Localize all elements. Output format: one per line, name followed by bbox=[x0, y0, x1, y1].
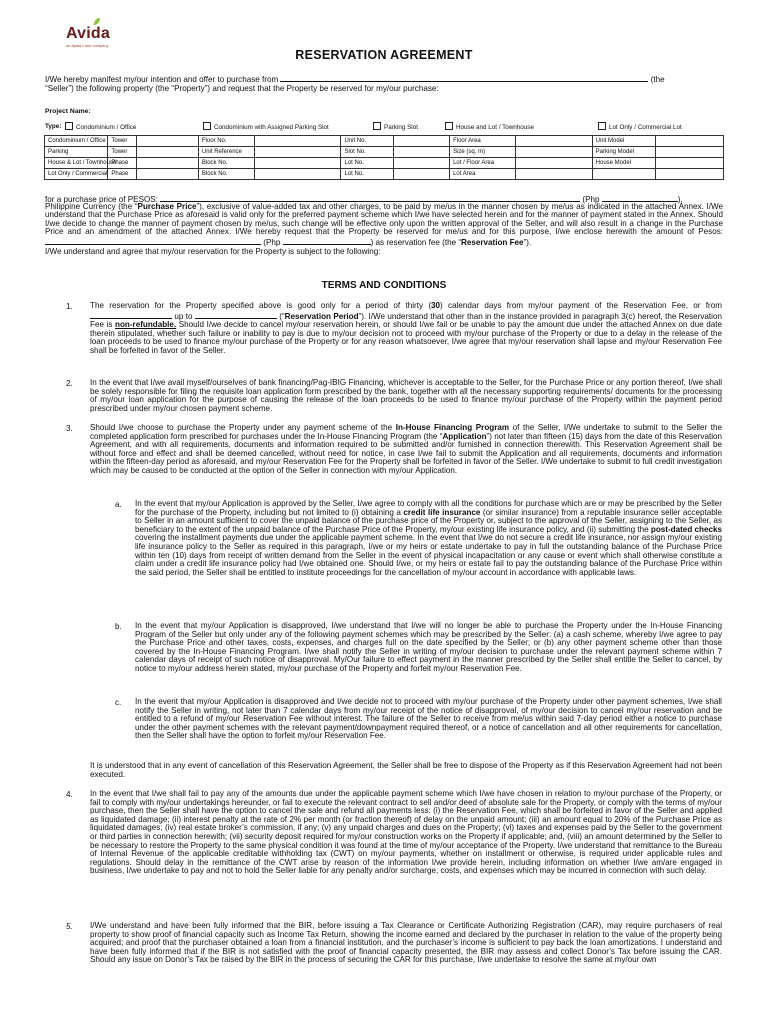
table-input-cell[interactable] bbox=[393, 169, 450, 180]
table-label-cell: Floor No. bbox=[198, 136, 255, 147]
logo-tagline: an Ayala Land company bbox=[66, 43, 109, 48]
term-5-number: 5. bbox=[66, 922, 73, 931]
table-label-cell: Condominium / Office bbox=[45, 136, 108, 147]
table-label-cell: Lot / Floor Area bbox=[450, 158, 516, 169]
price-words-blank[interactable] bbox=[160, 194, 580, 202]
table-label-cell: Phase bbox=[108, 169, 136, 180]
table-input-cell[interactable] bbox=[393, 136, 450, 147]
intro-text-line2: “Seller”) the following property (the “Property”) and request that the Property be reserved for my/our purchase: bbox=[45, 83, 439, 93]
reservation-fee-term: Reservation Fee bbox=[461, 237, 524, 247]
logo-wordmark: Avida bbox=[66, 25, 110, 42]
credit-life-insurance-term: credit life insurance bbox=[403, 507, 481, 517]
avida-logo bbox=[66, 26, 110, 48]
price-php-blank[interactable] bbox=[602, 194, 678, 202]
term-2: In the event that I/we avail myself/ourselves of bank financing/Pag-IBIG Financing, whichever is acceptable to the Seller, for the Purchase Price or any portion thereof, I/we shall be solely responsible for filing the requisite loan application form prescribed by the bank, together with all the necessary supporting requirements/ documents for the processing of my/our loan application for the purpose of causing the release of the loan proceeds to be used to finance my/our purchase of the Property within the payment period prescribed under my/our chosen payment scheme. bbox=[90, 378, 722, 413]
terms-heading: TERMS AND CONDITIONS bbox=[321, 280, 447, 291]
table-label-cell: Tower bbox=[108, 147, 136, 158]
table-input-cell[interactable] bbox=[656, 169, 724, 180]
term-4-number: 4. bbox=[66, 790, 73, 799]
table-row bbox=[45, 158, 724, 169]
table-label-cell: Floor Area bbox=[450, 136, 516, 147]
term-3a-letter: a. bbox=[115, 500, 122, 509]
term-5: I/We understand and have been fully informed that the BIR, before issuing a Tax Clearance or Certificate Authorizing Registration (CAR), may require purchasers of real property to show proof of financial capacity such as Income Tax Return, showing the income earned and declared by the purchaser in relation to the value of the property being acquired; and proof that the purchaser obtained a loan from a financial institution, and the purchaser’s income is sufficient to pay back the loan amortizations. I understand and have been fully informed that if the BIR is not satisfied with the proof of financial capacity presented, the BIR may assess and collect Donor’s Tax before issuing the CAR. Should any issue on Donor’s Tax be raised by the BIR in the process of securing the CAR for this purchase, I/we undertake to resolve the same at my/our own bbox=[90, 921, 722, 965]
table-input-cell[interactable] bbox=[255, 147, 341, 158]
term-3b: In the event that my/our Application is disapproved, I/we understand that I/we will no longer be able to purchase the Property under the In-House Financing Program of the Seller but only under any of the following payment schemes which may be prescribed by the Seller: (a) a cash scheme, whereby I/we agree to pay the Purchase Price and other taxes, costs, expenses, and charges full on the date specified by the Seller; or (b) any other payment scheme other than those covered by the In-House Financing Program. I/we shall notify the Seller in writing of my/our decision to purchase under the relevant payment scheme within 7 calendar days of receipt of such notice of disapproval. My/Our failure to effect payment in the manner prescribed by the Seller shall entitle the Seller to cancel, by notice to my/our address herein stated, my/our purchase of the Property and forfeit my/our Reservation Fee. bbox=[135, 621, 722, 673]
checkbox-icon[interactable] bbox=[65, 122, 73, 130]
table-input-cell[interactable] bbox=[515, 136, 592, 147]
checkbox-icon[interactable] bbox=[203, 122, 211, 130]
table-label-cell: Lot No. bbox=[341, 158, 393, 169]
reservation-end-blank[interactable] bbox=[195, 311, 277, 319]
purchase-price-paragraph: for a purchase price of PESOS: (Php ), Philippine Currency (the “Purchase Price”), exclusive of value-added tax and other charges, to be paid by me/us in the manner chosen by me/us as indicated in the attached Annex. I/We understand that the Purchase Price as aforesaid is valid only for the preferred payment scheme which I/we have selected herein and for the manner of payment stated in the Annex. Should I/we decide to change the manner of payment chosen by me/us, such change will be effective only upon the written approval of the Seller, and will also result in a change in the Purchase Price and an amendment of the attached Annex. I/We hereby request that the Property be reserved for me/us and for this purpose, I/we enclose herewith the amount of Pesos: (Php ) as reservation fee (the “Reservation Fee”). I/We understand and agree that my/our reservation for the Property is subject to the following: bbox=[45, 195, 723, 256]
term-4: In the event that I/we shall fail to pay any of the amounts due under the applicable payment scheme which I/we have chosen in relation to my/our purchase of the Property, or fail to comply with my/our undertakings hereunder, or fail to execute the relevant contract to sell and/or deed of absolute sale for the Property, or comply with the terms of my/our purchase, then the Seller shall have the option to cancel the sale and refund all payments less: (i) the Reservation Fee, which shall be forfeited in favor of the Seller and applied as liquidated damage; (ii) interest penalty at the rate of 2% per month (or fraction thereof) of delay on the unpaid amount; (iii) an amount equal to 20% of the Purchase Price as liquidated damages; (iv) real estate broker’s commission, if any; (v) any unpaid charges and dues on the Property; (vi) taxes and expenses paid by the Seller to the government or third parties in connection herewith; (vii) security deposit required for my/our construction works on the Property if applicable; and, (viii) an amount determined by the Seller to be necessary to restore the Property to the same physical condition it was found at the time of my/our acceptance of the Property. I/we understand that remittance to the Bureau of Internal Revenue of the applicable creditable withholding tax (CWT) on my/our payments, whether on installment or otherwise, is required under applicable rules and regulations. Should delay in the remittance of the CWT arise by reason of the information I/we provide herein, including information on whether I/we am/are engaged in business, I/we undertake to pay and not to hold the Seller liable for any penalty and/or surcharge, costs, and expenses which may be incurred in connection with such delay. bbox=[90, 789, 722, 876]
purchase-price-term: Purchase Price bbox=[137, 201, 197, 211]
type-option-condo[interactable]: Condominium / Office bbox=[65, 122, 136, 131]
table-label-cell: Slot No. bbox=[341, 147, 393, 158]
table-input-cell[interactable] bbox=[255, 158, 341, 169]
logo-leaf-icon bbox=[92, 17, 101, 26]
checkbox-icon[interactable] bbox=[598, 122, 606, 130]
table-input-cell[interactable] bbox=[136, 147, 198, 158]
table-input-cell[interactable] bbox=[136, 158, 198, 169]
type-label: Type: bbox=[45, 123, 62, 130]
post-dated-checks-term: post-dated checks bbox=[650, 524, 722, 534]
reservation-php-blank[interactable] bbox=[283, 237, 371, 245]
table-label-cell: Phase bbox=[108, 158, 136, 169]
project-name-label: Project Name: bbox=[45, 108, 91, 115]
subject-to-text: I/We understand and agree that my/our reservation for the Property is subject to the following: bbox=[45, 246, 381, 256]
term-2-number: 2. bbox=[66, 379, 73, 388]
table-input-cell[interactable] bbox=[656, 158, 724, 169]
table-label-cell bbox=[592, 169, 655, 180]
table-input-cell[interactable] bbox=[136, 169, 198, 180]
table-label-cell: Parking bbox=[45, 147, 108, 158]
checkbox-icon[interactable] bbox=[445, 122, 453, 130]
term-3c-letter: c. bbox=[115, 698, 122, 707]
in-house-financing-term: In-House Financing Program bbox=[395, 423, 510, 432]
table-label-cell: Tower bbox=[108, 136, 136, 147]
document-title: RESERVATION AGREEMENT bbox=[295, 48, 473, 62]
type-option-parking[interactable]: Parking Slot bbox=[373, 122, 418, 131]
table-input-cell[interactable] bbox=[255, 169, 341, 180]
type-option-lot-only[interactable]: Lot Only / Commercial Lot bbox=[598, 122, 682, 131]
type-option-house-lot[interactable]: House and Lot / Townhouse bbox=[445, 122, 534, 131]
intro-text: I/We hereby manifest my/our intention and offer to purchase from bbox=[45, 75, 279, 84]
table-label-cell: Unit No. bbox=[341, 136, 393, 147]
table-input-cell[interactable] bbox=[515, 147, 592, 158]
reservation-words-blank[interactable] bbox=[45, 237, 261, 245]
table-row bbox=[45, 169, 724, 180]
term-1: The reservation for the Property specified above is good only for a period of thirty (30) calendar days from my/our payment of the Reservation Fee, or from up to (“Reservation Period”). I/We understand that other than in the instance provided in paragraph 3(c) hereof, the Reservation Fee is non-refundable. Should I/we decide to cancel my/our reservation herein, or should I/we fail or be unable to pay the amount due under the attached Annex on due date therein stipulated, whether such failure or inability to pay is due to my/our decision not to proceed with my/our purchase of the Property or due to a delay in the release of the loan proceeds to be used to finance my/our purchase of the Property or for any reason whatsoever, I/we agree that my/our reservation shall lapse and my/our Reservation Fee shall be forfeited in favor of the Seller. bbox=[90, 301, 723, 355]
term-3c: In the event that my/our Application is disapproved and I/we decide not to proceed with my/our purchase of the Property under other payment schemes, I/we shall notify the Seller in writing, not later than 7 calendar days from my/our receipt of the notice of disapproval, of my/our decision to cancel my/our reservation and be entitled to a refund of my/our Reservation Fee without interest. The failure of the Seller to receive from me/us within said 7-day period either a notice to purchase under the other payment schemes with the relevant payment/downpayment required thereof, or a notice of cancellation and all other requirements for cancellation, then the Seller shall have the option to forfeit my/our Reservation Fee. bbox=[135, 697, 722, 741]
seller-name-blank[interactable] bbox=[280, 74, 648, 82]
term-3a: In the event that my/our Application is approved by the Seller, I/we agree to comply with all the conditions for purchase which are or may be prescribed by the Seller for the purchase of the Property, including but not limited to (i) obtaining a credit life insurance (or similar insurance) from a reputable insurance seller acceptable to Seller in an amount sufficient to cover the unpaid balance of the purchase price of the Property or, subject to the approval of the Seller, assigning to the Seller, as beneficiary to the extent of the unpaid balance of the Purchase Price of the Property, my/our existing life insurance policy, and (ii) submitting the post-dated checks covering the installment payments due under the applicable payment scheme. In the event that I/we do not secure a credit life insurance, nor assign my/our existing life insurance policy to the Seller as required in this paragraph, I/we or my heirs or estate undertake to pay in full the outstanding balance of the Purchase Price within ten (10) days from receipt of written demand from the Seller in the event of physical incapacitation or any cause or event which shall otherwise constitute a claim under a credit life insurance policy had I/we obtained one. Should I/we, or my heirs or estate fail to pay the outstanding balance of the Purchase Price within the said period, the Seller shall be entitled to institute proceedings for the cancellation of my/our account in accordance with applicable laws. bbox=[135, 499, 723, 577]
table-label-cell: House Model bbox=[592, 158, 655, 169]
term-3b-letter: b. bbox=[115, 622, 122, 631]
reservation-start-blank[interactable] bbox=[90, 311, 172, 319]
table-input-cell[interactable] bbox=[515, 158, 592, 169]
term-3-number: 3. bbox=[66, 424, 73, 433]
table-label-cell: Lot Only / Commercial bbox=[45, 169, 108, 180]
property-type-row bbox=[45, 122, 725, 132]
table-label-cell: Lot No. bbox=[341, 169, 393, 180]
table-label-cell: Block No. bbox=[198, 158, 255, 169]
table-label-cell: Size (sq. m) bbox=[450, 147, 516, 158]
intro-text-the: (the bbox=[650, 75, 665, 84]
table-row bbox=[45, 147, 724, 158]
non-refundable-term: non-refundable. bbox=[115, 320, 177, 330]
term-1-number: 1. bbox=[66, 302, 73, 311]
table-input-cell[interactable] bbox=[393, 158, 450, 169]
table-label-cell: Lot Area bbox=[450, 169, 516, 180]
intro-paragraph bbox=[45, 74, 723, 93]
table-input-cell[interactable] bbox=[656, 136, 724, 147]
table-label-cell: Block No. bbox=[198, 169, 255, 180]
checkbox-icon[interactable] bbox=[373, 122, 381, 130]
table-input-cell[interactable] bbox=[255, 136, 341, 147]
table-input-cell[interactable] bbox=[515, 169, 592, 180]
table-input-cell[interactable] bbox=[393, 147, 450, 158]
table-label-cell: Unit Model bbox=[592, 136, 655, 147]
table-input-cell[interactable] bbox=[656, 147, 724, 158]
table-label-cell: Unit Reference bbox=[198, 147, 255, 158]
table-label-cell: House & Lot / Townhouse bbox=[45, 158, 108, 169]
type-option-condo-parking[interactable]: Condominium with Assigned Parking Slot bbox=[203, 122, 329, 131]
term-3-closing: It is understood that in any event of cancellation of this Reservation Agreement, the Seller shall be free to dispose of the Property as if this Reservation Agreement had not been executed. bbox=[90, 761, 722, 779]
term-3: Should I/we choose to purchase the Property under any payment scheme of the In-House Financing Program of the Seller, I/We undertake to submit to the Seller the completed application form prescribed for purchases under the In-House Financing Program (the “Application”) not later than fifteen (15) days from the date of this Reservation Agreement, and with all requirements, documents and information required to be submitted and/or furnished in connection therewith. This Reservation Agreement shall be without force and effect and shall be deemed cancelled, without need for notice, in case I/we fail to submit the Application and all requirements, documents and information within the fifteen-day period as aforesaid, and my/our Reservation Fee for the Property shall be forfeited in favor of the Seller. I/We undertake to submit to full credit investigation which may be caused to be conducted at the option of the Seller in connection with my/our Application. bbox=[90, 423, 723, 475]
table-label-cell: Parking Model bbox=[592, 147, 655, 158]
table-input-cell[interactable] bbox=[136, 136, 198, 147]
property-details-table bbox=[44, 135, 724, 180]
table-row bbox=[45, 136, 724, 147]
